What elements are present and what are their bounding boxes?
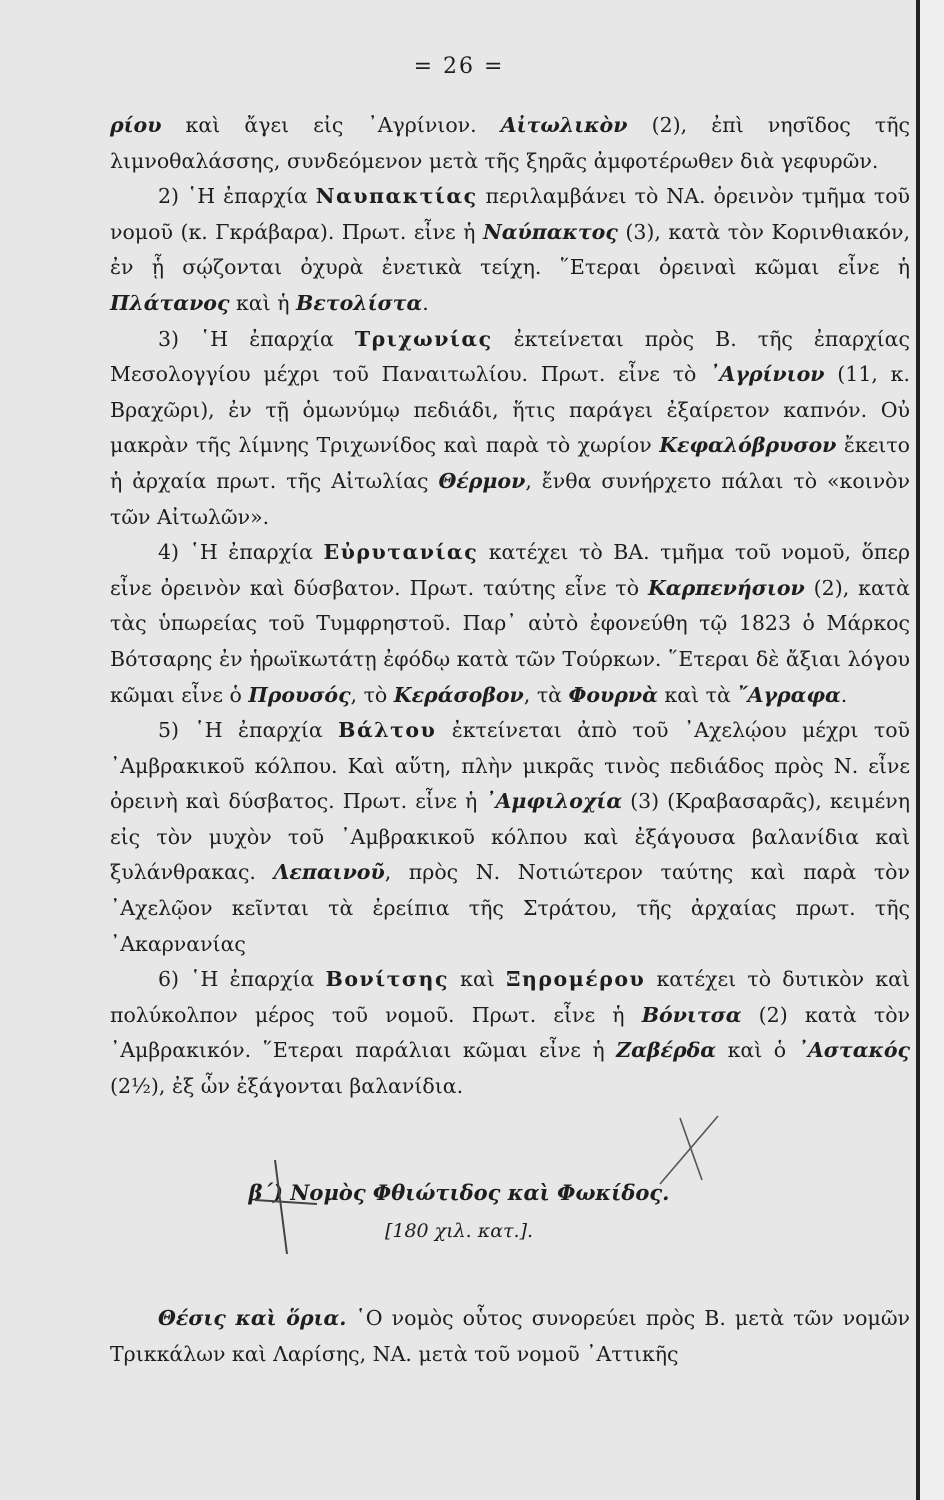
emphasized-text: Προυσός	[248, 682, 351, 707]
text-run: καὶ ἡ	[229, 290, 296, 315]
emphasized-text: Θέσις καὶ ὅρια.	[158, 1306, 347, 1330]
text-run: 3) ῾Η ἐπαρχία	[158, 326, 355, 351]
emphasized-text: ᾿Αγρίνιον	[709, 362, 825, 387]
emphasized-text: Κεφαλόβρυσον	[659, 433, 837, 458]
text-run: ῾Ο νομὸς οὗτος συνορεύει πρὸς Β. μετὰ τῶν νομῶν Τρικκάλων καὶ Λαρίσης, ΝΑ. μετὰ τοῦ νομοῦ ᾿Αττικῆς	[110, 1306, 911, 1366]
emphasized-text: Λεπαινοῦ	[273, 860, 385, 885]
emphasized-text: Θέρμον	[438, 468, 526, 493]
emphasized-text: ᾿Αστακός	[797, 1038, 910, 1063]
text-run: (11, κ. Βραχῶρι), ἐν τῇ ὁμωνύμῳ πεδιάδι, ἥτις παράγει ἐξαίρετον καπνόν. Οὐ μακρὰν τῆς λίμνης Τριχωνίδος καὶ παρὰ τὸ χωρίον	[110, 362, 910, 458]
section-subheading: [180 χιλ. κατ.].	[384, 1220, 534, 1242]
emphasized-text: Ναύπακτος	[482, 219, 618, 244]
text-run: κατέχει τὸ ΒΑ. τμῆμα τοῦ νομοῦ, ὅπερ εἶνε ὀρεινὸν καὶ δύσβατον. Πρωτ. ταύτης εἶνε τὸ	[110, 540, 911, 600]
text-run: κατέχει τὸ δυτικὸν καὶ πολύκολπον μέρος τοῦ νομοῦ. Πρωτ. εἶνε ἡ	[110, 967, 910, 1027]
text-run: (3), κατὰ τὸν Κορινθιακόν, ἐν ᾗ σῴζονται ὀχυρὰ ἐνετικὰ τείχη. ῞Ετεραι ὀρειναὶ κῶμαι εἶνε ἡ	[110, 219, 911, 280]
text-run: ἔκειτο ἡ ἀρχαία πρωτ. τῆς Αἰτωλίας	[110, 433, 910, 493]
text-run: (2), κατὰ τὰς ὑπωρείας τοῦ Τυμφρηστοῦ. Παρ᾿ αὐτὸ ἐφονεύθη τῷ 1823 ὁ Μάρκος Βότσαρης ἐν ἡρωϊκωτάτῃ ἐφόδῳ κατὰ τῶν Τούρκων. ῞Ετεραι δὲ ἄξιαι λόγου κῶμαι εἶνε ὁ	[110, 575, 910, 707]
paragraph	[110, 179, 910, 321]
paragraph	[110, 322, 910, 536]
emphasized-text: Ναυπακτίας	[315, 184, 478, 209]
emphasized-text: Βόνιτσα	[641, 1002, 742, 1027]
emphasized-text: ρίου	[110, 113, 162, 137]
text-run: (2) κατὰ τὸν ᾿Αμβρακικόν. ῞Ετεραι παράλιαι κῶμαι εἶνε ἡ	[110, 1002, 910, 1063]
emphasized-text: Πλάτανος	[110, 290, 230, 315]
body-text	[110, 108, 910, 1105]
text-run: (3) (Κραβασαρᾶς), κειμένη εἰς τὸν μυχὸν τοῦ ᾿Αμβρακικοῦ κόλπου καὶ ἐξάγουσα βαλανίδια καὶ ξυλάνθρακας.	[110, 789, 910, 885]
emphasized-text: Εὐρυτανίας	[323, 540, 479, 565]
section-body-text	[110, 1300, 910, 1372]
text-run: 4) ῾Η ἐπαρχία	[158, 540, 324, 565]
text-run: ἐκτείνεται ἀπὸ τοῦ ᾿Αχελῴου μέχρι τοῦ ᾿Αμβρακικοῦ κόλπου. Καὶ αὕτη, πλὴν μικρᾶς τινὸς πεδιάδος πρὸς Ν. εἶνε ὀρεινὴ καὶ δύσβατος. Πρωτ. εἶνε ἡ	[110, 718, 910, 814]
emphasized-text: Καρπενήσιον	[647, 575, 805, 600]
section-heading: β΄) Νομὸς Φθιώτιδος καὶ Φωκίδος.	[248, 1180, 670, 1205]
text-run: .	[840, 682, 848, 707]
paragraph	[110, 108, 910, 179]
text-run: (2½), ἐξ ὧν ἐξάγονται βαλανίδια.	[110, 1074, 464, 1099]
paragraph	[110, 1300, 910, 1372]
text-run: καὶ ὁ	[716, 1038, 798, 1063]
emphasized-text: Αἰτωλικὸν	[500, 113, 628, 137]
text-run: , ἔνθα συνήρχετο πάλαι τὸ «κοινὸν τῶν Αἰτωλῶν».	[110, 468, 910, 529]
emphasized-text: Βάλτου	[338, 718, 437, 743]
emphasized-text: Βετολίστα	[296, 290, 423, 315]
text-run: (2), ἐπὶ νησῖδος τῆς λιμνοθαλάσσης, συνδεόμενον μετὰ τῆς ξηρᾶς ἀμφοτέρωθεν διὰ γεφυρῶν.	[110, 113, 910, 173]
text-run: καὶ	[448, 967, 507, 992]
text-run: 5) ῾Η ἐπαρχία	[158, 718, 339, 743]
text-run: , τὸ	[350, 682, 394, 707]
text-run: ἐκτείνεται πρὸς Β. τῆς ἐπαρχίας Μεσολογγίου μέχρι τοῦ Παναιτωλίου. Πρωτ. εἶνε τὸ	[110, 326, 910, 387]
text-run: 6) ῾Η ἐπαρχία	[158, 967, 326, 992]
paragraph	[110, 962, 910, 1104]
pencil-cross-mark	[245, 1150, 325, 1260]
paragraph	[110, 535, 910, 713]
emphasized-text: Ζαβέρδα	[616, 1038, 717, 1063]
text-run: περιλαμβάνει τὸ ΝΑ. ὀρεινὸν τμῆμα τοῦ νομοῦ (κ. Γκράβαρα). Πρωτ. εἶνε ἡ	[110, 184, 910, 244]
emphasized-text: ῎Αγραφα	[737, 682, 841, 707]
emphasized-text: Φουρνὰ	[568, 682, 658, 707]
emphasized-text: Ξηρομέρου	[506, 967, 646, 992]
text-run: καὶ ἄγει εἰς ᾿Αγρίνιον.	[161, 113, 501, 137]
pencil-cross-mark	[640, 1110, 730, 1190]
text-run: 2) ῾Η ἐπαρχία	[158, 184, 316, 209]
page-number: = 26 =	[413, 54, 505, 79]
emphasized-text: Τριχωνίας	[354, 326, 493, 351]
emphasized-text: Κεράσοβον	[393, 682, 524, 707]
text-run: καὶ τὰ	[657, 682, 738, 707]
emphasized-text: Βονίτσης	[325, 967, 449, 992]
next-page-margin	[920, 0, 944, 1500]
emphasized-text: ᾿Αμφιλοχία	[485, 789, 623, 814]
paragraph	[110, 713, 910, 962]
text-run: , πρὸς Ν. Νοτιώτερον ταύτης καὶ παρὰ τὸν ᾿Αχελῷον κεῖνται τὰ ἐρείπια τῆς Στράτου, τῆς ἀρχαίας πρωτ. τῆς ᾿Ακαρνανίας	[110, 860, 910, 956]
text-run: , τὰ	[523, 682, 569, 707]
text-run: .	[422, 290, 429, 315]
